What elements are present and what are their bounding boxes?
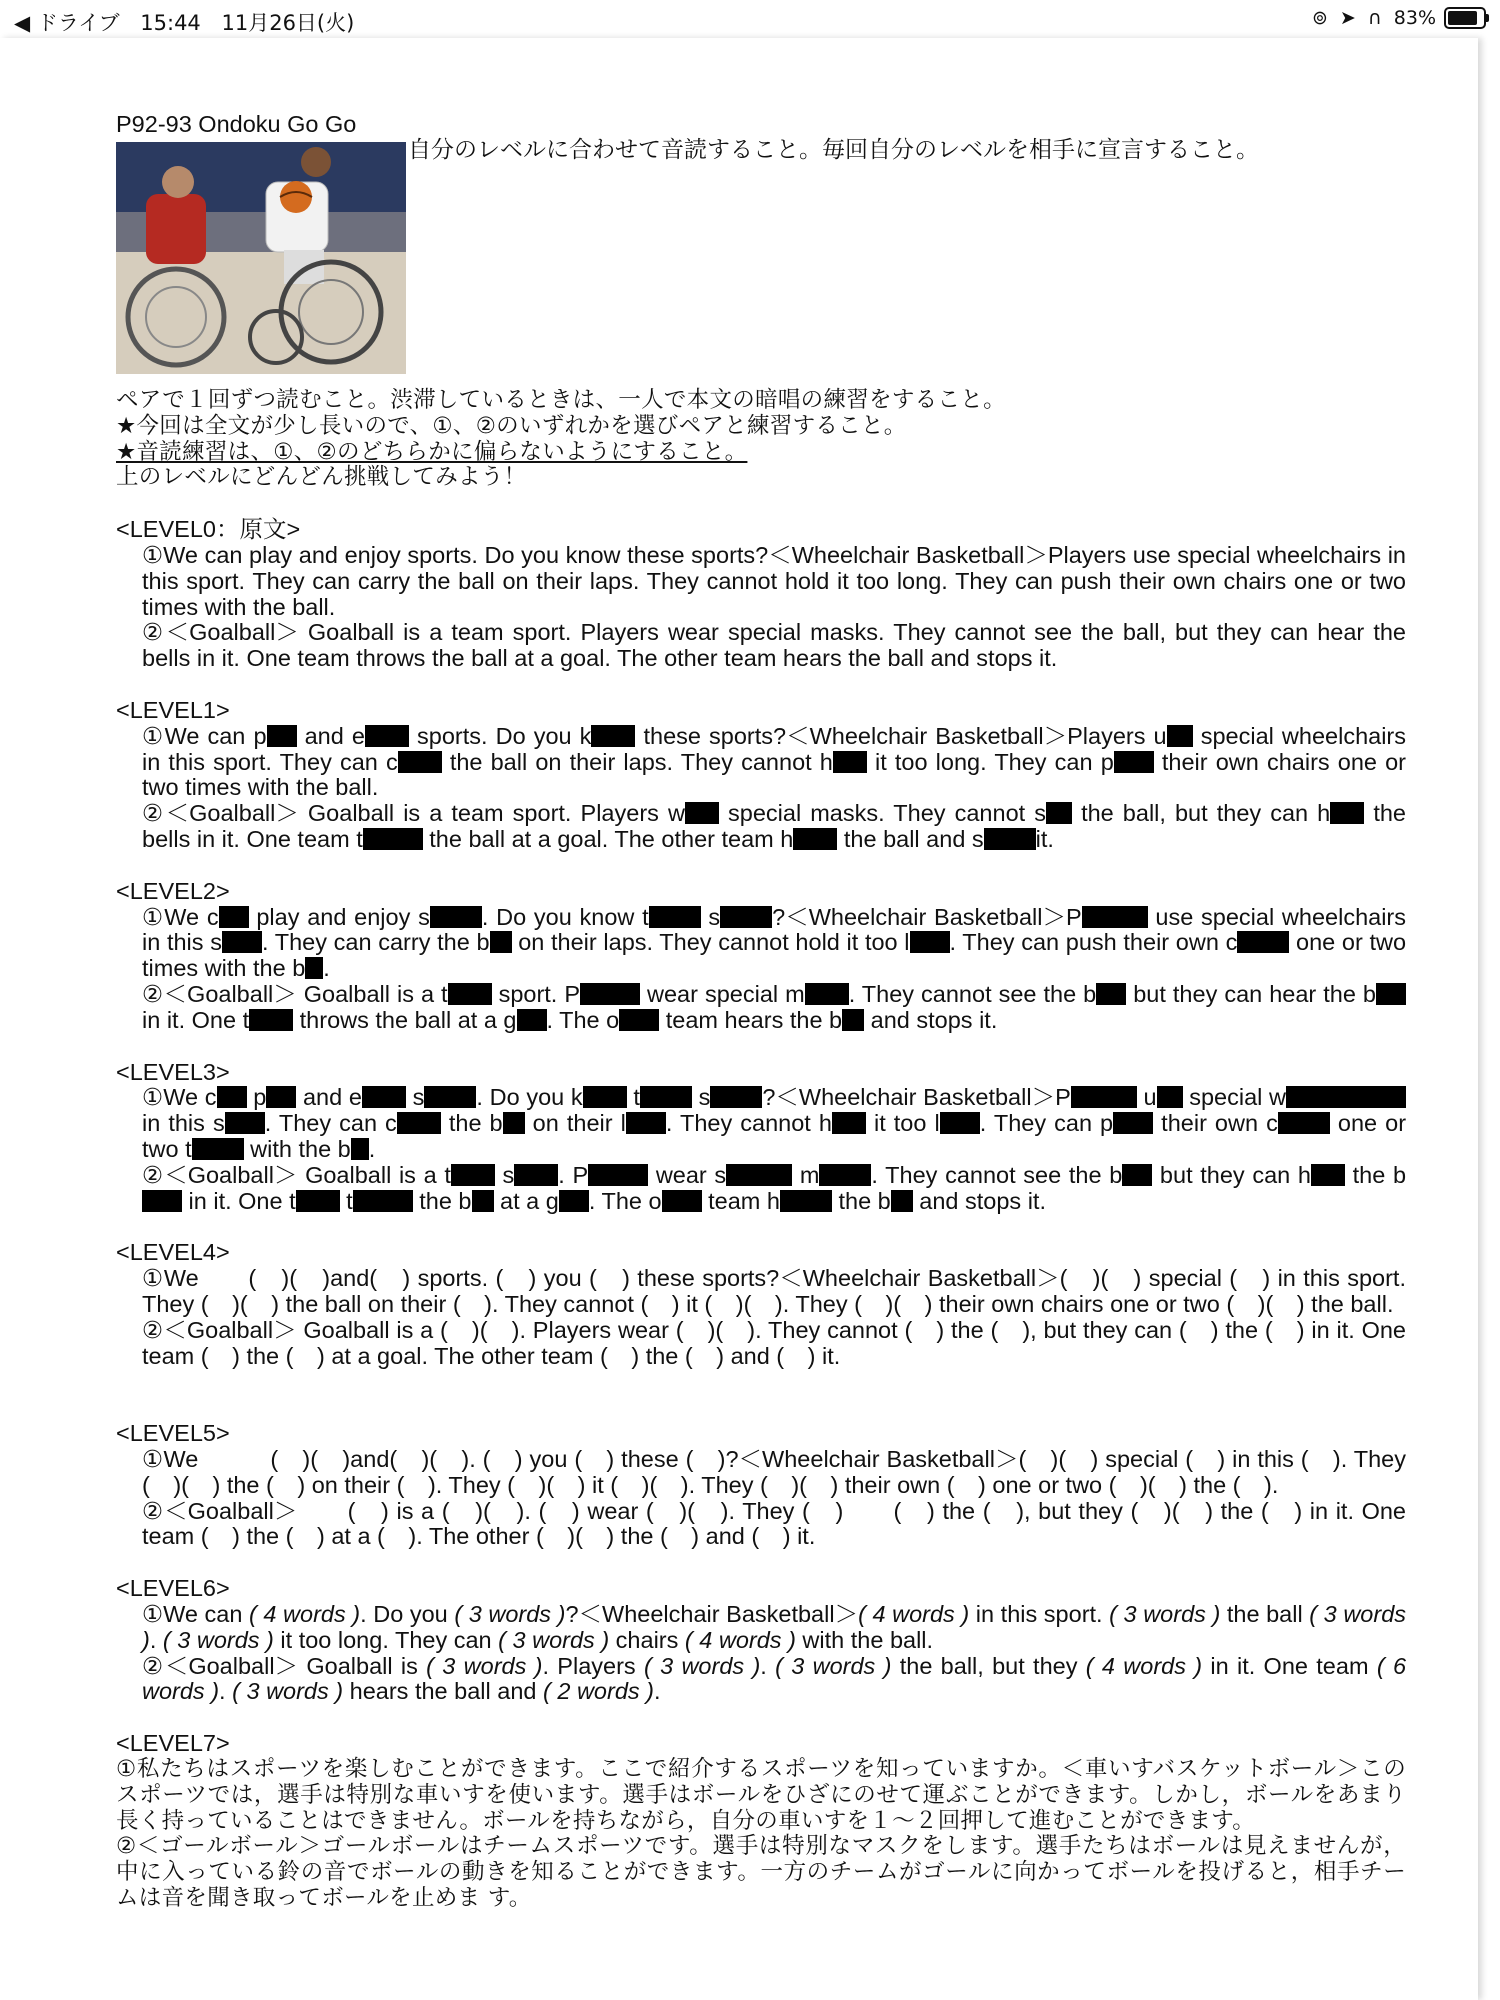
location-arrow-icon: ➤ bbox=[1339, 7, 1356, 29]
word-count-hint: ( 4 words ) bbox=[1085, 1652, 1203, 1679]
redaction-block bbox=[780, 1190, 832, 1212]
redaction-block bbox=[267, 725, 297, 747]
redaction-block bbox=[619, 1009, 659, 1031]
level6-heading: <LEVEL6> bbox=[116, 1575, 230, 1602]
redaction-block bbox=[296, 1190, 340, 1212]
status-bar bbox=[0, 0, 1500, 38]
level4-paragraph-1: ①We ( )( )and( ) sports. ( ) you ( ) these sports?＜Wheelchair Basketball＞( )( ) special ( ) in this sport. They ( )( ) the ball on their ( ). They cannot ( ) it ( )( ). They ( )( ) their own chairs one or two ( )( ) the ball. bbox=[142, 1265, 1406, 1317]
redaction-block bbox=[793, 828, 837, 850]
redaction-block bbox=[1114, 751, 1154, 773]
redaction-block bbox=[451, 1164, 495, 1186]
redaction-block bbox=[1237, 931, 1289, 953]
level7-heading: <LEVEL7> bbox=[116, 1730, 230, 1757]
redaction-block bbox=[591, 725, 635, 747]
word-count-hint: ( 4 words ) bbox=[684, 1626, 796, 1653]
redaction-block bbox=[649, 906, 701, 928]
photo-illustration bbox=[116, 142, 406, 374]
document-page[interactable] bbox=[0, 38, 1478, 2000]
redaction-block bbox=[363, 828, 423, 850]
redaction-block bbox=[559, 1190, 589, 1212]
redaction-block bbox=[217, 1086, 247, 1108]
level3-paragraph-2: ②＜Goalball＞ Goalball is a t s . P wear s m . They cannot see the b but they can h the b in it. One t t the b at a g . The o team h the b and stops it. bbox=[142, 1161, 1407, 1214]
redaction-block bbox=[940, 1112, 980, 1134]
level1-paragraph-2: ②＜Goalball＞ Goalball is a team sport. Players w special masks. They cannot s the ball, but they can h the bells in it. One team t the ball at a goal. The other team h the ball and s it. bbox=[142, 800, 1406, 852]
redaction-block bbox=[1082, 906, 1148, 928]
battery-icon bbox=[1444, 7, 1486, 29]
redaction-block bbox=[1157, 1086, 1183, 1108]
level7-paragraph-2: ②＜ゴールボール＞ゴールボールはチームスポーツです。選手は特別なマスクをします。選手たちはボールは見えませんが，中に入っている鈴の音でボールの動きを知ることができます。一方のチームがゴールに向かってボールを投げると，相手チームは音を聞き取ってボールを止めま す。 bbox=[116, 1833, 1406, 1912]
redaction-block bbox=[583, 1086, 627, 1108]
redaction-block bbox=[805, 983, 849, 1005]
battery-percent: 83% bbox=[1393, 7, 1436, 29]
redaction-block bbox=[219, 906, 249, 928]
redaction-block bbox=[710, 1086, 762, 1108]
level0-paragraph-2: ②＜Goalball＞ Goalball is a team sport. Players wear special masks. They cannot see the ball, but they can hear the bells in it. One team throws the ball at a goal. The other team hears the ball and stops it. bbox=[142, 619, 1406, 672]
level4-heading: <LEVEL4> bbox=[116, 1239, 230, 1266]
level2-heading: <LEVEL2> bbox=[116, 877, 230, 904]
redaction-block bbox=[249, 1009, 293, 1031]
redaction-block bbox=[365, 725, 409, 747]
word-count-hint: ( 3 words ) bbox=[426, 1652, 543, 1679]
redaction-block bbox=[1071, 1086, 1137, 1108]
level2-paragraph-2: ②＜Goalball＞ Goalball is a t sport. P wear special m . They cannot see the b but they can hear the b in it. One t throws the ball at a g . The o team hears the b and stops it. bbox=[116, 982, 1406, 1034]
redaction-block bbox=[353, 1190, 413, 1212]
word-count-hint: ( 2 words ) bbox=[543, 1678, 654, 1705]
word-count-hint: ( 4 words ) bbox=[858, 1601, 970, 1628]
redaction-block bbox=[472, 1190, 494, 1212]
redaction-block bbox=[398, 751, 442, 773]
redaction-block bbox=[503, 1112, 525, 1134]
redaction-block bbox=[819, 1164, 871, 1186]
document-body bbox=[116, 388, 1406, 1912]
redaction-block bbox=[266, 1086, 296, 1108]
redaction-block bbox=[833, 751, 867, 773]
redaction-block bbox=[588, 1164, 648, 1186]
level1-paragraph-1: ①We can p and e sports. Do you k these sports?＜Wheelchair Basketball＞Players u special wheelchairs in this sport. They can c the ball on their laps. They cannot h it too long. They can p their own chairs one or two times with the ball. bbox=[142, 722, 1407, 801]
redaction-block bbox=[580, 983, 640, 1005]
instruction-challenge: 上のレベルにどんどん挑戦してみよう！ bbox=[116, 464, 527, 491]
level6-paragraph-2: ②＜Goalball＞ Goalball is ( 3 words ). Players ( 3 words ). ( 3 words ) the ball, but they ( 4 words ) in it. One team ( 6 words ). ( 3 words ) hears the ball and ( 2 words ). bbox=[142, 1652, 1407, 1705]
instruction-level-select: 自分のレベルに合わせて音読すること。毎回自分のレベルを相手に宣言すること。 bbox=[408, 137, 1259, 163]
redaction-block bbox=[1122, 1164, 1152, 1186]
instruction-pair-reading: ペアで１回ずつ読むこと。渋滞しているときは、一人で本文の暗唱の練習をすること。 bbox=[116, 387, 1006, 413]
redaction-block bbox=[662, 1190, 702, 1212]
redaction-block bbox=[351, 1138, 369, 1160]
redaction-block bbox=[397, 1112, 441, 1134]
level3-heading: <LEVEL3> bbox=[116, 1058, 230, 1085]
redaction-block bbox=[842, 1009, 864, 1031]
redaction-block bbox=[517, 1009, 547, 1031]
redaction-block bbox=[1046, 802, 1072, 824]
redaction-block bbox=[726, 1164, 792, 1186]
redaction-block bbox=[832, 1112, 866, 1134]
redaction-block bbox=[1376, 983, 1406, 1005]
redaction-block bbox=[1113, 1112, 1153, 1134]
redaction-block bbox=[142, 1190, 182, 1212]
redaction-block bbox=[362, 1086, 406, 1108]
word-count-hint: ( 6 words ) bbox=[142, 1652, 1407, 1705]
level2-paragraph-1: ①We c play and enjoy s . Do you know t s ?＜Wheelchair Basketball＞P use special wheelchairs in this s . They can carry the b on their laps. They cannot hold it too l . They can push their own c one or two times with the b . bbox=[142, 903, 1407, 982]
headphones-icon: ∩ bbox=[1367, 7, 1382, 29]
redaction-block bbox=[424, 1086, 476, 1108]
redaction-block bbox=[891, 1190, 913, 1212]
redaction-block bbox=[222, 931, 262, 953]
level6-paragraph-1: ①We can ( 4 words ). Do you ( 3 words )?＜Wheelchair Basketball＞( 4 words ) in this sport. ( 3 words ) the ball ( 3 words ). ( 3 words ) it too long. They can ( 3 words ) chairs ( 4 words ) with the ball. bbox=[142, 1601, 1407, 1653]
redaction-block bbox=[984, 828, 1036, 850]
document-title: P92-93 Ondoku Go Go bbox=[116, 111, 357, 137]
wheelchair-basketball-photo bbox=[116, 142, 406, 374]
redaction-block bbox=[720, 906, 772, 928]
redaction-block bbox=[430, 906, 482, 928]
redaction-block bbox=[1096, 983, 1126, 1005]
word-count-hint: ( 3 words ) bbox=[643, 1652, 761, 1679]
level5-heading: <LEVEL5> bbox=[116, 1420, 230, 1447]
redaction-block bbox=[1278, 1112, 1330, 1134]
redaction-block bbox=[1330, 802, 1364, 824]
level5-paragraph-2: ②＜Goalball＞ ( ) is a ( )( ). ( ) wear ( )( ). They ( ) ( ) the ( ), but they ( )( ) the ( ) in it. One team ( ) the ( ) at a ( ). The other ( )( ) the ( ) and ( ) it. bbox=[142, 1497, 1406, 1550]
level5-paragraph-1: ①We ( )( )and( )( ). ( ) you ( ) these ( )?＜Wheelchair Basketball＞( )( ) special ( ) in this ( ). They ( )( ) the ( ) on their ( ). They ( )( ) it ( )( ). They ( )( ) their own ( ) one or two ( )( ) the ( ). bbox=[142, 1446, 1406, 1498]
redaction-block bbox=[1167, 725, 1193, 747]
level3-paragraph-1: ①We c p and e s . Do you k t s ?＜Wheelchair Basketball＞P u special w in this s . They can c the b on their l . They cannot h it too l . They can p their own c one or two t with the b . bbox=[142, 1084, 1407, 1162]
word-count-hint: ( 4 words ) bbox=[248, 1601, 361, 1628]
instruction-balance-practice: ★音読練習は、①、②のどちらかに偏らないようにすること。 bbox=[116, 438, 748, 465]
word-count-hint: ( 3 words ) bbox=[1109, 1601, 1221, 1628]
word-count-hint: ( 3 words ) bbox=[775, 1652, 892, 1679]
level0-heading: <LEVEL0：原文> bbox=[116, 516, 301, 543]
word-count-hint: ( 3 words ) bbox=[162, 1626, 274, 1653]
redaction-block bbox=[640, 1086, 692, 1108]
redaction-block bbox=[305, 957, 323, 979]
status-time: 15:44 bbox=[140, 11, 201, 35]
redaction-block bbox=[490, 931, 512, 953]
word-count-hint: ( 3 words ) bbox=[498, 1626, 610, 1653]
redaction-block bbox=[448, 983, 492, 1005]
redaction-block bbox=[1311, 1164, 1345, 1186]
screen-mirroring-icon: ⊚ bbox=[1312, 7, 1328, 29]
level0-paragraph-1: ①We can play and enjoy sports. Do you know these sports?＜Wheelchair Basketball＞Players use special wheelchairs in this sport. They can carry the ball on their laps. They cannot hold it too long. They can push their own chairs one or two times with the ball. bbox=[142, 541, 1406, 620]
level4-paragraph-2: ②＜Goalball＞ Goalball is a ( )( ). Players wear ( )( ). They cannot ( ) the ( ), but they can ( ) the ( ) in it. One team ( ) the ( ) at a goal. The other team ( ) the ( ) and ( ) it. bbox=[142, 1316, 1406, 1369]
redaction-block bbox=[192, 1138, 244, 1160]
redaction-block bbox=[685, 802, 719, 824]
level7-paragraph-1: ①私たちはスポーツを楽しむことができます。ここで紹介するスポーツを知っていますか。＜車いすバスケットボール＞このスポーツでは，選手は特別な車いすを使います。選手はボールをひざにのせて運ぶことができます。しかし，ボールをあまり長く持っていることはできません。ボールを持ちながら，自分の車いすを１～２回押して進むことができます。 bbox=[116, 1756, 1406, 1834]
back-to-drive-link[interactable]: ◀ ドライブ bbox=[14, 11, 120, 35]
redaction-block bbox=[910, 931, 950, 953]
word-count-hint: ( 3 words ) bbox=[232, 1678, 344, 1705]
redaction-block bbox=[225, 1112, 265, 1134]
redaction-block bbox=[626, 1112, 666, 1134]
word-count-hint: ( 3 words ) bbox=[142, 1601, 1407, 1653]
status-date: 11月26日(火) bbox=[221, 11, 355, 35]
redaction-block bbox=[1286, 1086, 1406, 1108]
level1-heading: <LEVEL1> bbox=[116, 696, 230, 723]
redaction-block bbox=[514, 1164, 558, 1186]
instruction-choose-part: ★今回は全文が少し長いので、①、②のいずれかを選びペアと練習すること。 bbox=[116, 412, 907, 439]
word-count-hint: ( 3 words ) bbox=[454, 1601, 566, 1628]
